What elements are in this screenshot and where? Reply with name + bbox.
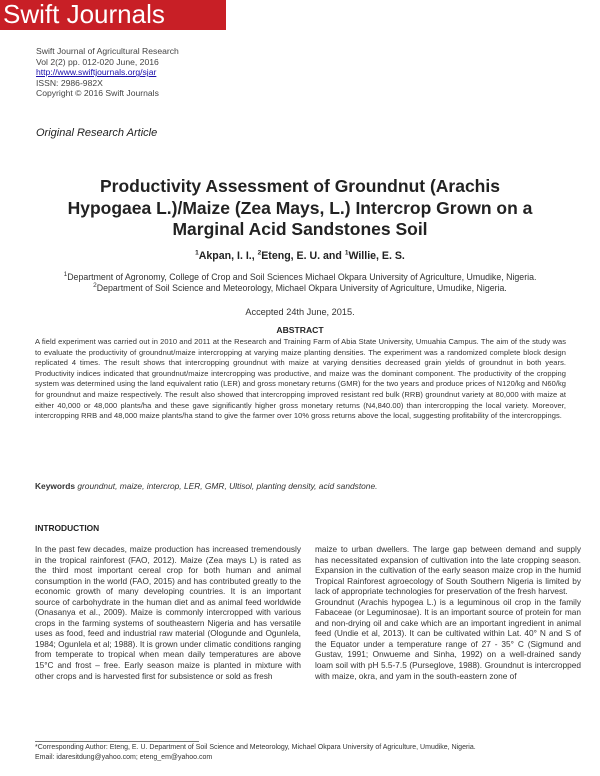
affiliation-1-text: Department of Agronomy, College of Crop and Soil Sciences Michael Okpara University of Agriculture, Umudike, Nigeria. — [67, 272, 537, 282]
author-2-affil-marker: 2 — [257, 249, 262, 257]
journal-logo — [3, 0, 165, 29]
keywords-list: groundnut, maize, intercrop, LER, GMR, Ultisol, planting density, acid sandstone. — [75, 481, 378, 491]
intro-paragraph-2: maize to urban dwellers. The large gap between demand and supply has necessitated expansion of cultivation into the late cropping season. Expansion in the cultivation of the early season maize crop in the humid Tropical Rainforest agroecology of South Southern Nigeria is limited by lack of appropriate technologies for preservation of the fresh harvest. — [315, 544, 581, 597]
intro-paragraph-3: Groundnut (Arachis hypogea L.) is a leguminous oil crop in the family Fabaceae (or Leguminosae). It is an important source of protein for man and non-drying oil and cake which are an important ingredient in animal feed (Undie et al, 2013). It can be cultivated within Lat. 40° N and S of the Equator under a temperature range of 27 - 35° C (Sigmund and Gustav, 1991; Onwueme and Sinha, 1992) on a well-drained sandy loam soil with pH 5.5-7.5 (Purseglove, 1988). Groundnut is intercropped with maize, okra, and yam in the south-eastern zone of — [315, 596, 581, 681]
corresponding-author-footnote — [35, 743, 575, 762]
affiliations — [30, 272, 570, 294]
journal-name: Swift Journal of Agricultural Research — [36, 46, 179, 56]
logo-word-swift: Swift — [3, 0, 60, 29]
author-1-affil-marker: 1 — [195, 249, 199, 257]
intro-paragraph-1: In the past few decades, maize production has increased tremendously in the tropical rainforest (FAO, 2012). Maize (Zea mays L) is rated as the third most important cereal crop for both human and animal consumption in the world (FAO, 2015) and has contributed greatly to the economic growth of many developing countries. It is an important source of carbohydrate in the human diet and as animal feed worldwide (Onasanya et al., 2009). Maize is commonly intercropped with various crops in the farming systems of southeastern Nigeria and has versatile uses as food, feed and industrial raw material (Ologunde and Ogunlela, 1984; Ogunlela et al; 1988). It is grown under climatic conditions ranging from temperate to tropical when mean daily temperatures are above 15°C and frost – free. Early season maize is planted in mixture with other crops and is harvested first for subsistence or sold as fresh — [35, 544, 301, 681]
journal-meta — [36, 46, 179, 99]
copyright: Copyright © 2016 Swift Journals — [36, 88, 159, 99]
author-2: Eteng, E. U. and — [261, 250, 345, 262]
author-3-affil-marker: 1 — [344, 249, 349, 257]
affiliation-2 — [30, 283, 570, 294]
affiliation-2-marker: 2 — [93, 282, 97, 290]
footnote-email: Email: idaresitdung@yahoo.com; eteng_em@yahoo.com — [35, 753, 213, 761]
author-1: Akpan, I. I., — [198, 250, 258, 262]
title-line-2: Hypogaea L.)/Maize (Zea Mays, L.) Intercrop Grown on a — [67, 197, 533, 218]
accepted-date: Accepted 24th June, 2015. — [245, 307, 355, 317]
logo-word-journals: Journals — [66, 0, 165, 29]
author-3: Willie, E. S. — [348, 250, 405, 262]
article-type: Original Research Article — [36, 127, 158, 139]
journal-logo-banner — [0, 0, 226, 30]
author-list — [0, 250, 600, 262]
affiliation-2-text: Department of Soil Science and Meteorology, Michael Okpara University of Agriculture, Umudike, Nigeria. — [96, 283, 507, 293]
keywords-label: Keywords — [35, 481, 76, 491]
title-line-3: Marginal Acid Sandstones Soil — [172, 219, 428, 239]
keywords — [35, 481, 575, 491]
abstract-text: A field experiment was carried out in 2010 and 2011 at the Research and Training Farm of Abia State University, Umuahia Campus. The aim of the study was to evaluate the productivity of groundnut/maize intercropping at varying maize planting densities. The experiment was a randomized complete block design replicated 4 times. The result shows that intercropping groundnut with maize at varying densities decreased grain yields of groundnut in both years. Productivity indices indicated that groundnut/maize intercropping was productive, and maize was the dominant component. The productivity of the cropping system was determined using the land equivalent ratio (LER) and gross monetary returns (GMR) for the two years and produce prices of N120/kg and N60/kg for groundnut and maize respectively. The result also showed that intercropping improved resistant red bulk (RRB) groundnut variety at 80,000 with maize at either 40,000 or 48,000 plants/ha and these gave significantly higher gross monetary returns (N4,840.00) than intercropping the local variety. Moreover, intercropping RRB and 48,000 maize plants/ha stand to give the farmer over 10% gross returns above the local, suggesting profitability of the intercroppings. — [35, 337, 566, 421]
journal-url-link[interactable]: http://www.swiftjournals.org/sjar — [36, 67, 157, 78]
intro-column-right — [315, 544, 581, 681]
issn: ISSN: 2986-982X — [36, 77, 103, 88]
introduction-heading: INTRODUCTION — [35, 523, 100, 533]
paper-title — [40, 176, 560, 241]
abstract-heading: ABSTRACT — [276, 325, 324, 335]
affiliation-1-marker: 1 — [63, 271, 68, 279]
volume-info: Vol 2(2) pp. 012-020 June, 2016 — [36, 56, 159, 67]
affiliation-1 — [30, 272, 570, 283]
footnote-author: *Corresponding Author: Eteng, E. U. Department of Soil Science and Meteorology, Michael Okpara University of Agriculture, Umudike, Nigeria. — [35, 744, 476, 751]
title-line-1: Productivity Assessment of Groundnut (Arachis — [100, 176, 500, 196]
footnote-divider — [35, 741, 199, 742]
intro-column-left — [35, 544, 301, 681]
